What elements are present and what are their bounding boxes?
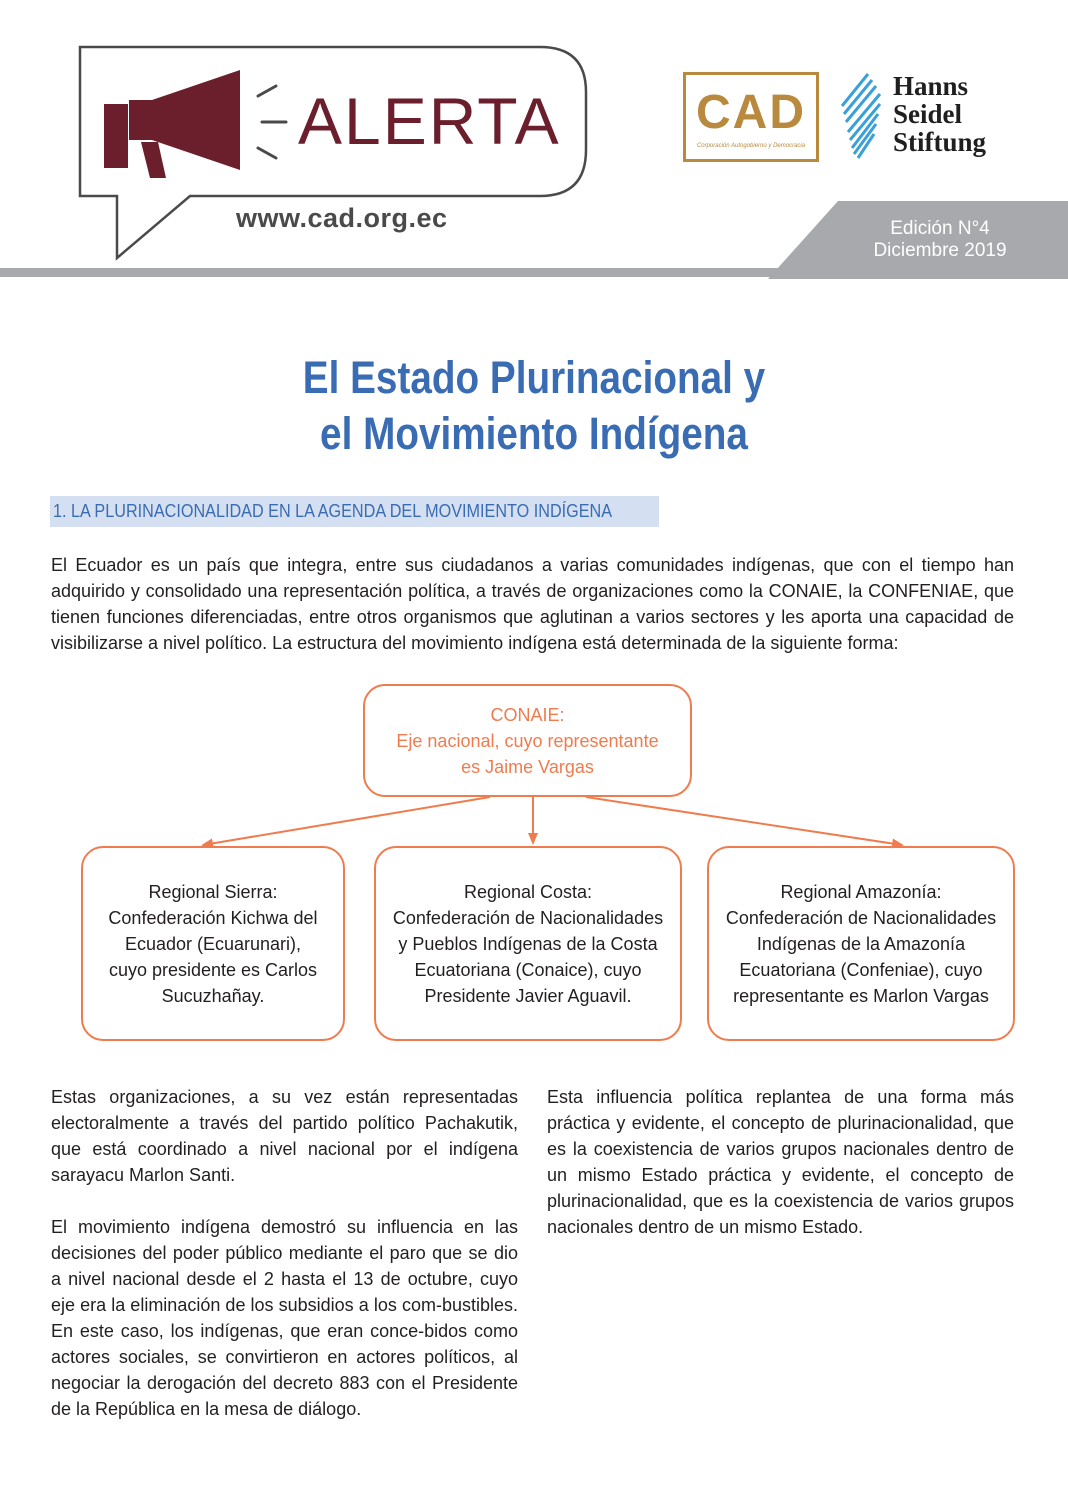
box-line: Sucuzhañay. — [161, 985, 265, 1006]
box-line: CONAIE: — [490, 704, 565, 725]
hss-line: Hanns — [893, 71, 969, 101]
hss-line: Stiftung — [893, 127, 987, 157]
left-column — [51, 1084, 518, 1422]
box-line: cuyo presidente es Carlos — [108, 959, 318, 980]
box-line: Regional Costa: — [463, 881, 593, 902]
box-line: Ecuatoriana (Confeniae), cuyo — [739, 959, 983, 980]
box-line: representante es Marlon Vargas — [733, 985, 989, 1006]
box-line: Indígenas de la Amazonía — [756, 933, 966, 954]
right-paragraph-1: Esta influencia política replantea de una forma más práctica y evidente, el concepto de plurinacionalidad, que es la coexistencia de varios grupos nacionales dentro de un mismo Estado práctica y evidente, el concepto de plurinacionalidad, que es la coexistencia de varios grupos nacionales dentro de un mismo Estado. — [547, 1087, 1014, 1237]
box-line: Regional Amazonía: — [780, 881, 942, 902]
regional-sierra-box — [81, 846, 345, 1041]
cad-logo-text: CAD — [696, 86, 806, 139]
box-line: Confederación Kichwa del — [108, 907, 318, 928]
arrow-to-sierra — [203, 797, 490, 845]
box-line: Ecuador (Ecuarunari), — [124, 933, 302, 954]
cad-logo-subtitle: Corporación Autogobierno y Democracia — [696, 143, 806, 149]
box-line: Regional Sierra: — [148, 881, 278, 902]
edition-date: Diciembre 2019 — [873, 240, 1007, 261]
edition-number: Edición N°4 — [890, 218, 990, 239]
right-column — [547, 1084, 1014, 1240]
alert-title: ALERTA — [298, 84, 561, 158]
title-line-1: El Estado Plurinacional y — [302, 352, 766, 403]
left-paragraph-2: El movimiento indígena demostró su influencia en las decisiones del poder público mediante el paro que se dio a nivel nacional desde el 2 hasta el 13 de octubre, cuyo eje era la eliminación de los subsidios a los com-bustibles. En este caso, los indígenas, que eran conce-bidos como actores sociales, se convirtieron en actores políticos, al negociar la derogación del decreto 883 con el Presidente de la República en la mesa de diálogo. — [51, 1217, 518, 1419]
box-line: Presidente Javier Aguavil. — [424, 985, 632, 1006]
box-line: Confederación de Nacionalidades — [392, 907, 664, 928]
box-line: y Pueblos Indígenas de la Costa — [398, 933, 658, 954]
left-paragraph-1: Estas organizaciones, a su vez están representadas electoralmente a través del partido político Pachakutik, que está coordinado a nivel nacional por el indígena sarayacu Marlon Santi. — [51, 1087, 518, 1185]
conaie-box — [363, 684, 692, 797]
hss-line: Seidel — [893, 99, 963, 129]
website-url[interactable]: www.cad.org.ec — [236, 203, 448, 233]
section-heading-text: 1. LA PLURINACIONALIDAD EN LA AGENDA DEL MOVIMIENTO INDÍGENA — [53, 501, 613, 521]
regional-costa-box — [374, 846, 682, 1041]
arrow-to-amazonia — [586, 797, 902, 845]
box-line: Eje nacional, cuyo representante — [396, 730, 659, 751]
box-line: es Jaime Vargas — [461, 756, 594, 777]
title-line-2: el Movimiento Indígena — [320, 408, 748, 459]
intro-paragraph: El Ecuador es un país que integra, entre sus ciudadanos a varias comunidades indígenas, que con el tiempo han adquirido y consolidado una representación política, a través de organizaciones como la CONAIE, la CONFENIAE, que tienen funciones diferenciadas, entre otros organismos que aglutinan a varios sectores y les aporta una capacidad de visibilizarse a nivel político. La estructura del movimiento indígena está determinada de la siguiente forma: — [51, 555, 1014, 653]
box-line: Confederación de Nacionalidades — [725, 907, 997, 928]
regional-amazonia-box — [707, 846, 1015, 1041]
box-line: Ecuatoriana (Conaice), cuyo — [414, 959, 642, 980]
